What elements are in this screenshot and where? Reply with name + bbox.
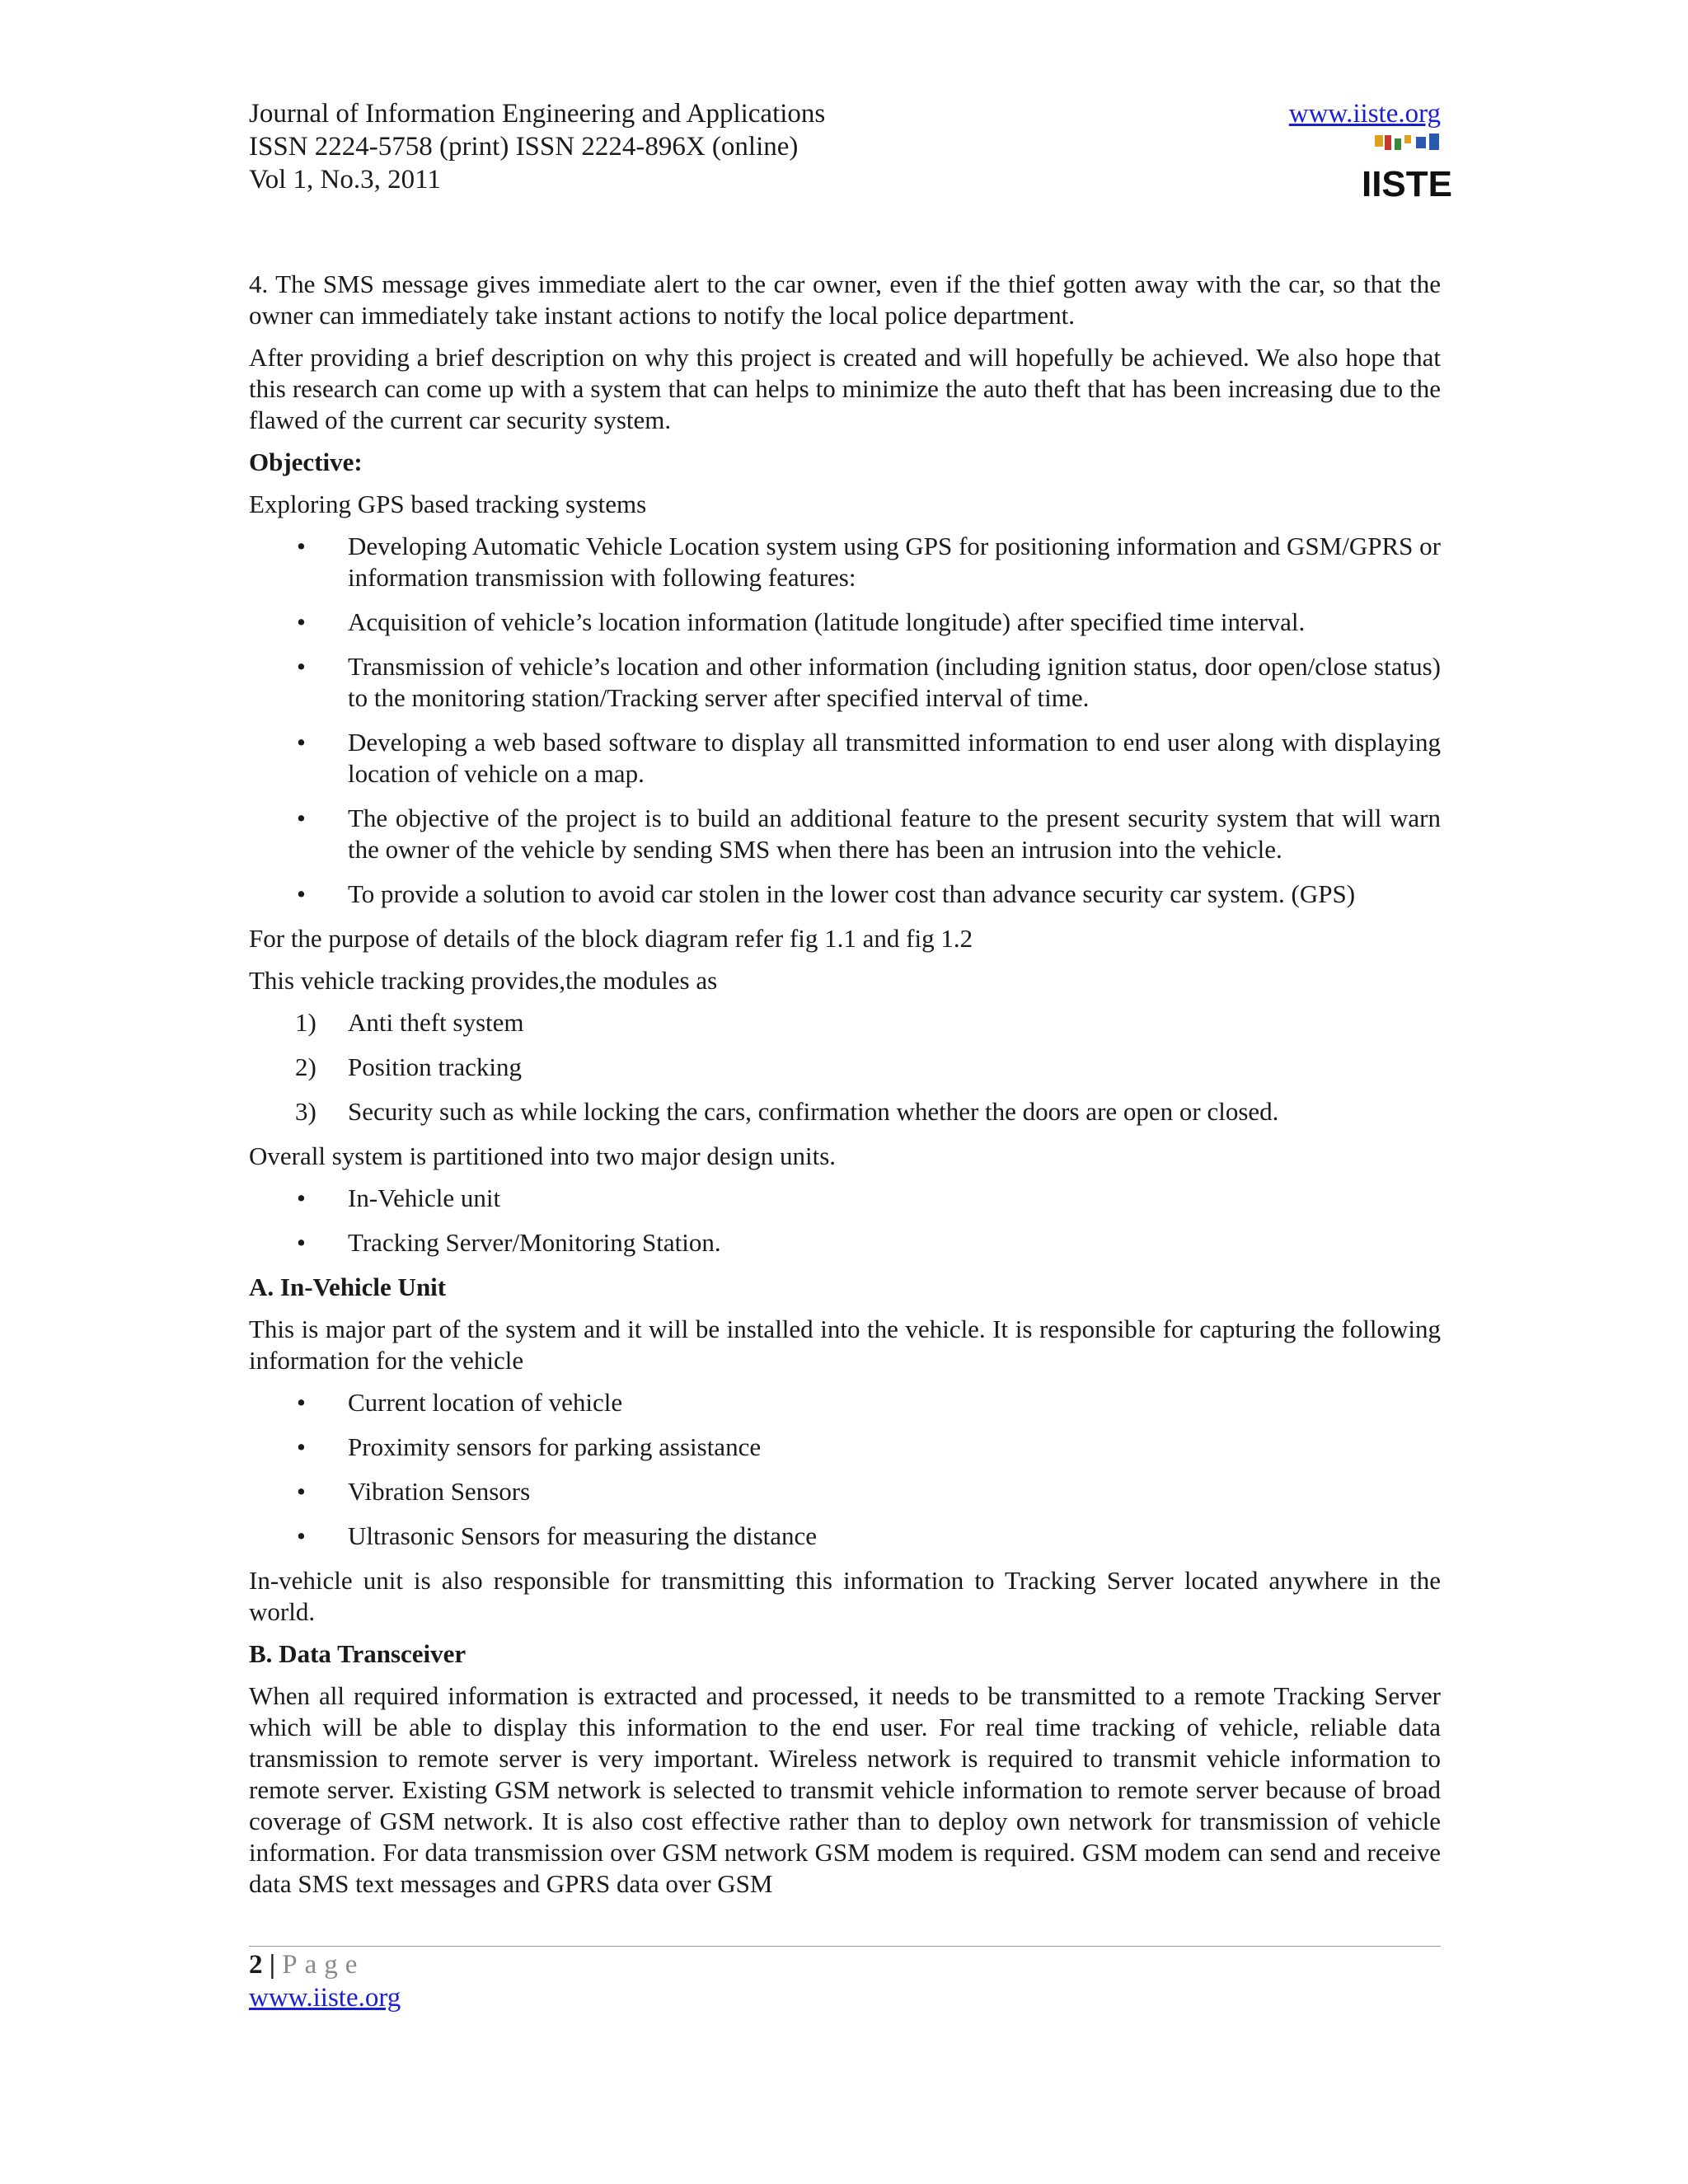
bullet-text: Acquisition of vehicle’s location information (latitude longitude) after specified time interval. <box>348 607 1306 636</box>
header-url-link[interactable]: www.iiste.org <box>1288 99 1441 129</box>
list-number: 3) <box>295 1097 316 1126</box>
section-a-heading: A. In-Vehicle Unit <box>249 1272 447 1301</box>
bullet-icon: • <box>297 1183 306 1212</box>
volume-line: Vol 1, No.3, 2011 <box>249 165 441 194</box>
module-text: Security such as while locking the cars, confirmation whether the doors are open or closed. <box>348 1097 1279 1126</box>
logo-lettering: IISTE <box>1361 164 1453 204</box>
footer-url-link[interactable]: www.iiste.org <box>249 1983 401 2013</box>
objective-bullet <box>249 879 1441 910</box>
unit-bullet <box>249 1183 1441 1214</box>
bullet-text: Developing a web based software to display all transmitted information to end user along with displaying location of vehicle on a map. <box>348 728 1441 788</box>
journal-title: Journal of Information Engineering and Applications <box>249 99 826 129</box>
objective-bullet <box>249 803 1441 865</box>
bullet-icon: • <box>297 1432 306 1461</box>
bullet-icon: • <box>297 1521 306 1550</box>
paragraph-project-description: After providing a brief description on why this project is created and will hopefully be achieved. We also hope that this research can come up with a system that can helps to minimize the auto theft that has been increasing due to the flawed of the current car security system. <box>249 343 1441 434</box>
module-text: Anti theft system <box>348 1008 524 1037</box>
objective-heading: Objective: <box>249 448 363 476</box>
page-footer <box>249 1948 401 2014</box>
sensor-bullet <box>249 1432 1441 1463</box>
module-text: Position tracking <box>348 1052 522 1081</box>
objective-bullet <box>249 607 1441 638</box>
bullet-text: Tracking Server/Monitoring Station. <box>348 1228 721 1257</box>
paragraph-block-diagram-ref: For the purpose of details of the block diagram refer fig 1.1 and fig 1.2 <box>249 924 973 953</box>
sensor-bullet <box>249 1476 1441 1507</box>
objective-intro: Exploring GPS based tracking systems <box>249 490 647 518</box>
section-b-heading: B. Data Transceiver <box>249 1639 467 1668</box>
section-b-paragraph: When all required information is extracted and processed, it needs to be transmitted to a remote Tracking Server which will be able to display this information to the end user. For real time tracking of vehicle, reliable data transmission to remote server is very important. Wireless network is required to transmit vehicle information to remote server. Existing GSM network is selected to transmit vehicle information to remote server because of broad coverage of GSM network. It is also cost effective rather than to deploy own network for transmission of vehicle information. For data transmission over GSM network GSM modem is required. GSM modem can send and receive data SMS text messages and GPRS data over GSM <box>249 1681 1441 1898</box>
section-a-paragraph: This is major part of the system and it will be installed into the vehicle. It is responsible for capturing the following information for the vehicle <box>249 1315 1441 1375</box>
page-header <box>249 97 1453 204</box>
unit-bullet <box>249 1227 1441 1258</box>
module-item <box>249 1052 1441 1083</box>
bullet-text: Current location of vehicle <box>348 1388 623 1417</box>
module-item <box>249 1007 1441 1038</box>
bullet-icon: • <box>297 1388 306 1417</box>
objective-bullet <box>249 727 1441 790</box>
bullet-icon: • <box>297 1477 306 1506</box>
footer-divider <box>249 1946 1441 1947</box>
bullet-text: Transmission of vehicle’s location and other information (including ignition status, door open/close status) to the monitoring station/Tracking server after specified interval of time. <box>348 652 1441 712</box>
page-indicator <box>249 1948 401 1981</box>
issn-line: ISSN 2224-5758 (print) ISSN 2224-896X (online) <box>249 132 799 162</box>
page-label: Page <box>282 1950 365 1980</box>
section-a-paragraph-2: In-vehicle unit is also responsible for transmitting this information to Tracking Server located anywhere in the world. <box>249 1566 1441 1626</box>
bullet-text: To provide a solution to avoid car stolen in the lower cost than advance security car system. (GPS) <box>348 879 1356 908</box>
list-number: 1) <box>295 1008 316 1037</box>
bullet-icon: • <box>297 532 306 560</box>
bullet-icon: • <box>297 804 306 832</box>
page-number: 2 | <box>249 1950 276 1980</box>
bullet-icon: • <box>297 728 306 757</box>
bullet-icon: • <box>297 607 306 636</box>
module-item <box>249 1096 1441 1127</box>
bullet-text: The objective of the project is to build an additional feature to the present security system that will warn the owner of the vehicle by sending SMS when there has been an intrusion into the vehicle. <box>348 804 1441 864</box>
bullet-text: Proximity sensors for parking assistance <box>348 1432 762 1461</box>
bullet-text: Ultrasonic Sensors for measuring the distance <box>348 1521 818 1550</box>
sensor-bullet <box>249 1521 1441 1552</box>
article-body <box>249 269 1441 1910</box>
bullet-icon: • <box>297 879 306 908</box>
sensor-bullet <box>249 1387 1441 1418</box>
iiste-logo <box>1361 134 1453 204</box>
objective-bullet <box>249 651 1441 714</box>
bullet-text: Developing Automatic Vehicle Location system using GPS for positioning information and GSM/GPRS or information transmission with following features: <box>348 532 1441 592</box>
paragraph-modules-intro: This vehicle tracking provides,the modules as <box>249 966 718 995</box>
bullet-text: In-Vehicle unit <box>348 1183 501 1212</box>
objective-bullet <box>249 531 1441 593</box>
list-number: 2) <box>295 1052 316 1081</box>
bullet-icon: • <box>297 652 306 681</box>
bullet-icon: • <box>297 1228 306 1257</box>
paragraph-sms-alert: 4. The SMS message gives immediate alert to the car owner, even if the thief gotten away with the car, so that the owner can immediately take instant actions to notify the local police department. <box>249 269 1441 330</box>
paragraph-design-units: Overall system is partitioned into two major design units. <box>249 1141 837 1170</box>
bullet-text: Vibration Sensors <box>348 1477 531 1506</box>
